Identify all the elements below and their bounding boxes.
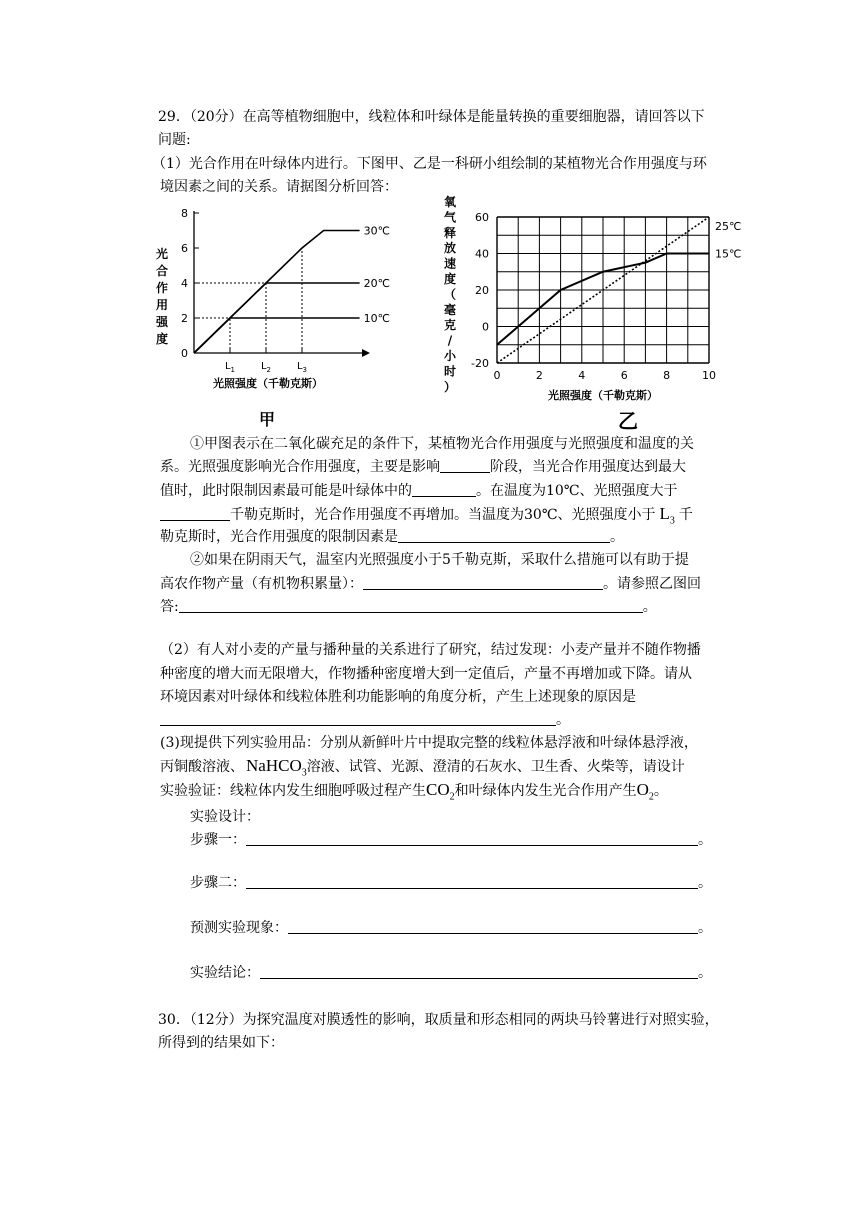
conclusion-label: 实验结论：: [190, 965, 260, 981]
q30-line1: 30．（12分）为探究温度对膜透性的影响，取质量和形态相同的两块马铃薯进行对照实验，: [158, 1012, 719, 1028]
chart-jia-xtick-label: $L_3$: [296, 361, 308, 374]
chart-yi-ylabel-char: /: [447, 333, 453, 348]
chart-yi-ylabel-char: 气: [443, 210, 457, 225]
p3-line3-text-c: 。: [653, 783, 668, 799]
s2-line1: ②如果在阴雨天气，温室内光照强度小于5千勒克斯，采取什么措施可以有助于提: [190, 552, 689, 568]
s1-L3-symbol: [659, 504, 675, 527]
p3-line3-text-a: 实验验证：线粒体内发生细胞呼吸过程产生: [160, 783, 426, 799]
chart-yi-ytick-label: 20: [475, 284, 489, 297]
p3-nahco3: [246, 756, 307, 779]
predict-blank[interactable]: [288, 919, 698, 934]
chart-jia-ylabel-char: 强: [155, 315, 169, 329]
chart-jia-ytick-label: 2: [181, 312, 188, 325]
p3-line2-text-a: 丙铜酸溶液、: [160, 759, 244, 775]
p2-line4: [160, 710, 570, 730]
chart-yi-ylabel-char: 释: [443, 225, 457, 240]
chart-jia-series-line: [194, 318, 360, 353]
s2-blank-answer[interactable]: [179, 598, 643, 613]
chart-jia-x-arrow: [362, 349, 370, 357]
chart-yi-ytick-label: -20: [471, 357, 489, 370]
p3-line1: (3)现提供下列实验用品：分别从新鲜叶片中提取完整的线粒体悬浮液和叶绿体悬浮液，: [160, 735, 698, 751]
chart-yi-caption: 乙: [618, 409, 638, 433]
step2-label: 步骤二：: [190, 875, 246, 891]
q29-intro-line1: 29．（20分）在高等植物细胞中，线粒体和叶绿体是能量转换的重要细胞器，请回答以下: [158, 109, 705, 125]
chart-yi-ytick-label: 40: [475, 247, 489, 261]
chart-yi-ylabel-char: 时: [443, 364, 457, 379]
p3-co2-sub: 2: [449, 791, 455, 803]
step1-period: 。: [698, 832, 712, 848]
chart-yi-xlabel: 光照强度（千勒克斯）: [548, 389, 658, 402]
s1-line5-text-b: 。: [610, 529, 624, 545]
q29-intro-line2: 问题:: [158, 132, 191, 148]
step1-blank[interactable]: [246, 831, 698, 846]
chart-jia-series-label: 10℃: [363, 312, 390, 325]
chart-yi-xtick-label: 6: [620, 369, 628, 382]
s1-line2: [160, 457, 686, 477]
chart-jia: [150, 198, 390, 390]
step2-line: [190, 873, 712, 893]
chart-yi-ylabel-char: 氧: [443, 195, 457, 209]
s2-line3: [160, 597, 657, 617]
s1-blank-stage[interactable]: [440, 458, 490, 473]
s1-line5: [160, 527, 624, 547]
chart-yi-series-label: 25℃: [715, 220, 742, 234]
chart-yi-xtick-label: 4: [578, 369, 586, 382]
p3-o2: [636, 780, 654, 803]
conclusion-line: [190, 963, 712, 983]
chart-yi-xtick-label: 10: [702, 369, 716, 382]
design-heading: 实验设计：: [190, 809, 260, 825]
conclusion-blank[interactable]: [260, 964, 698, 979]
chart-jia-ylabel-char: 合: [155, 264, 169, 278]
chart-jia-ytick-label: 0: [181, 347, 188, 360]
p3-line2-text-b: 溶液、试管、光源、澄清的石灰水、卫生香、火柴等，请设计: [306, 759, 685, 775]
s1-line5-text-a: 勒克斯时，光合作用强度的限制因素是: [160, 529, 398, 545]
s2-blank-measure[interactable]: [363, 575, 603, 590]
s1-blank-limiting[interactable]: [398, 528, 610, 543]
chart-yi-ylabel-char: 克: [443, 318, 457, 333]
p3-line3: [160, 780, 668, 807]
s1-line3: [160, 481, 677, 501]
predict-label: 预测实验现象：: [190, 920, 288, 936]
chart-jia-series-label: 20℃: [363, 277, 390, 290]
step2-blank[interactable]: [246, 874, 698, 889]
conclusion-period: 。: [698, 965, 712, 981]
step2-period: 。: [698, 875, 712, 891]
chart-yi-ylabel-char: 放: [443, 241, 457, 256]
chart-jia-ylabel-char: 光: [155, 247, 169, 261]
chart-jia-ytick-label: 4: [181, 277, 188, 290]
chart-yi-ylabel-char: ）: [443, 379, 457, 394]
chart-yi-xtick-label: 0: [493, 369, 501, 382]
p3-o2-base: O: [636, 780, 649, 799]
chart-jia-ylabel: [155, 246, 169, 346]
p3-nahco3-sub: 3: [301, 767, 307, 779]
chart-jia-ytick-label: 8: [181, 207, 188, 220]
chart-yi-ylabel: [444, 194, 457, 394]
p2-line1: （2）有人对小麦的产量与播种量的关系进行了研究，结过发现：小麦产量并不随作物播: [160, 642, 701, 658]
s1-L3-L: L: [659, 504, 670, 523]
s2-line2: [160, 574, 701, 594]
s2-line2-text-b: 。请参照乙图回: [603, 576, 701, 592]
chart-yi-series-label: 15℃: [715, 247, 742, 261]
p2-line2: 种密度的增大而无限增大，作物播种密度增大到一定值后，产量不再增加或下降。请从: [160, 666, 692, 682]
chart-jia-ylabel-char: 用: [155, 298, 169, 312]
s1-line3-text-a: 值时，此时限制因素最可能是叶绿体中的: [160, 483, 412, 499]
q29-part1-line1: （1）光合作用在叶绿体内进行。下图甲、乙是一科研小组绘制的某植物光合作用强度与环: [152, 156, 707, 172]
chart-jia-series-label: 30℃: [363, 224, 390, 238]
s1-line4-text-a: 千勒克斯时，光合作用强度不再增加。当温度为30℃、光照强度小于: [230, 507, 656, 523]
chart-yi-yticks: [471, 211, 489, 370]
s2-line2-text-a: 高农作物产量（有机物积累量）：: [160, 576, 363, 592]
chart-jia-series: [194, 225, 390, 354]
chart-jia-ylabel-char: 作: [155, 281, 169, 295]
p3-co2-base: CO: [426, 780, 450, 799]
p3-o2-sub: 2: [648, 791, 654, 803]
chart-yi-xtick-label: 8: [663, 369, 671, 382]
chart-jia-caption: 甲: [259, 410, 276, 429]
chart-jia-ytick-label: 6: [181, 242, 188, 255]
chart-jia-series-line: [194, 231, 360, 354]
chart-yi-ytick-label: 60: [475, 211, 489, 224]
chart-yi-ylabel-char: 小: [443, 349, 457, 363]
p3-line3-text-b: 和叶绿体内发生光合作用产生: [454, 783, 637, 799]
p3-co2: [426, 780, 455, 803]
chart-jia-xtick-label: $L_2$: [260, 361, 272, 374]
s1-line1: ①甲图表示在二氧化碳充足的条件下，某植物光合作用强度与光照强度和温度的关: [190, 436, 694, 452]
chart-yi-ytick-label: 0: [482, 320, 489, 334]
s1-blank-factor[interactable]: [412, 482, 476, 497]
p2-line4-period: 。: [556, 712, 570, 728]
chart-yi-ylabel-char: 速: [443, 256, 457, 271]
s2-line3-text-a: 答:: [160, 599, 179, 615]
q30-line2: 所得到的结果如下：: [158, 1035, 284, 1051]
predict-period: 。: [698, 920, 712, 936]
chart-jia-xlabel: 光照强度（千勒克斯）: [213, 377, 323, 390]
p2-line3: 环境因素对叶绿体和线粒体胜利功能影响的角度分析，产生上述现象的原因是: [160, 689, 636, 705]
p2-blank-reason[interactable]: [160, 711, 556, 726]
chart-yi-ylabel-char: 度: [443, 272, 457, 286]
chart-jia-xtick-label: $L_1$: [224, 361, 236, 374]
step1-line: [190, 830, 712, 850]
s1-blank-light[interactable]: [160, 506, 230, 521]
predict-line: [190, 918, 712, 938]
chart-jia-axes: [194, 211, 370, 357]
chart-yi-xtick-label: 2: [535, 369, 543, 382]
s1-line2-text-b: 阶段，当光合作用强度达到最大: [490, 459, 686, 475]
q29-part1-line2: 境因素之间的关系。请据图分析回答：: [160, 179, 398, 195]
step1-label: 步骤一：: [190, 832, 246, 848]
chart-jia-ylabel-char: 度: [155, 332, 169, 346]
s2-line3-text-b: 。: [642, 599, 657, 615]
chart-yi-ylabel-char: 毫: [443, 302, 457, 317]
s1-line3-text-b: 。在温度为10℃、光照强度大于: [476, 483, 678, 499]
s1-line2-text-a: 系。光照强度影响光合作用强度，主要是影响: [160, 459, 440, 475]
s1-line4-text-b: 千: [678, 507, 693, 523]
s1-L3-sub: 3: [669, 515, 675, 527]
p3-nahco3-base: NaHCO: [246, 756, 302, 775]
chart-yi-xticks: [494, 369, 717, 382]
chart-yi: [440, 196, 760, 411]
chart-jia-yticks: [181, 207, 199, 360]
chart-yi-ylabel-char: （: [443, 287, 457, 302]
